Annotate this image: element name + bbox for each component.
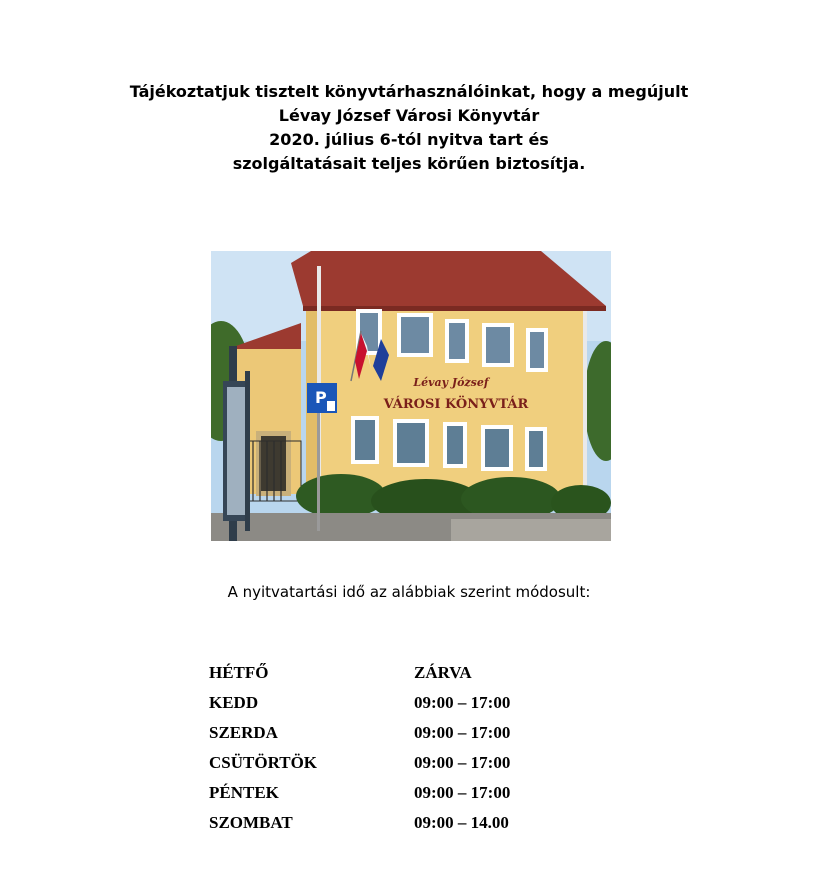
opening-time: 09:00 – 17:00 — [414, 753, 511, 772]
opening-time: 09:00 – 17:00 — [414, 693, 511, 712]
notice-line-2: Lévay József Városi Könyvtár — [278, 106, 540, 125]
schedule-row-saturday — [209, 812, 510, 842]
sign-line-2: VÁROSI KÖNYVTÁR — [383, 397, 529, 412]
opening-time: 09:00 – 14.00 — [414, 813, 509, 832]
notice-heading — [0, 80, 818, 176]
opening-hours-table — [209, 662, 510, 842]
opening-time: ZÁRVA — [414, 663, 472, 682]
day-label: KEDD — [209, 693, 259, 712]
sign-line-1: Lévay József — [413, 376, 489, 389]
day-label: CSÜTÖRTÖK — [209, 753, 318, 772]
schedule-row-monday — [209, 662, 510, 692]
schedule-row-wednesday — [209, 722, 510, 752]
parking-letter: P — [315, 388, 327, 407]
schedule-row-thursday — [209, 752, 510, 782]
opening-time: 09:00 – 17:00 — [414, 783, 511, 802]
schedule-row-friday — [209, 782, 510, 812]
notice-line-1: Tájékoztatjuk tisztelt könyvtárhasználóinkat, hogy a megújult — [129, 82, 689, 101]
schedule-row-tuesday — [209, 692, 510, 722]
day-label: HÉTFŐ — [209, 663, 269, 682]
notice-line-4: szolgáltatásait teljes körűen biztosítja. — [232, 154, 586, 173]
opening-time: 09:00 – 17:00 — [414, 723, 511, 742]
notice-line-3: 2020. július 6-tól nyitva tart és — [269, 130, 549, 149]
day-label: PÉNTEK — [209, 783, 279, 802]
schedule-intro: A nyitvatartási idő az alábbiak szerint módosult: — [227, 583, 591, 601]
library-building-photo — [211, 251, 611, 541]
day-label: SZERDA — [209, 723, 278, 742]
day-label: SZOMBAT — [209, 813, 293, 832]
